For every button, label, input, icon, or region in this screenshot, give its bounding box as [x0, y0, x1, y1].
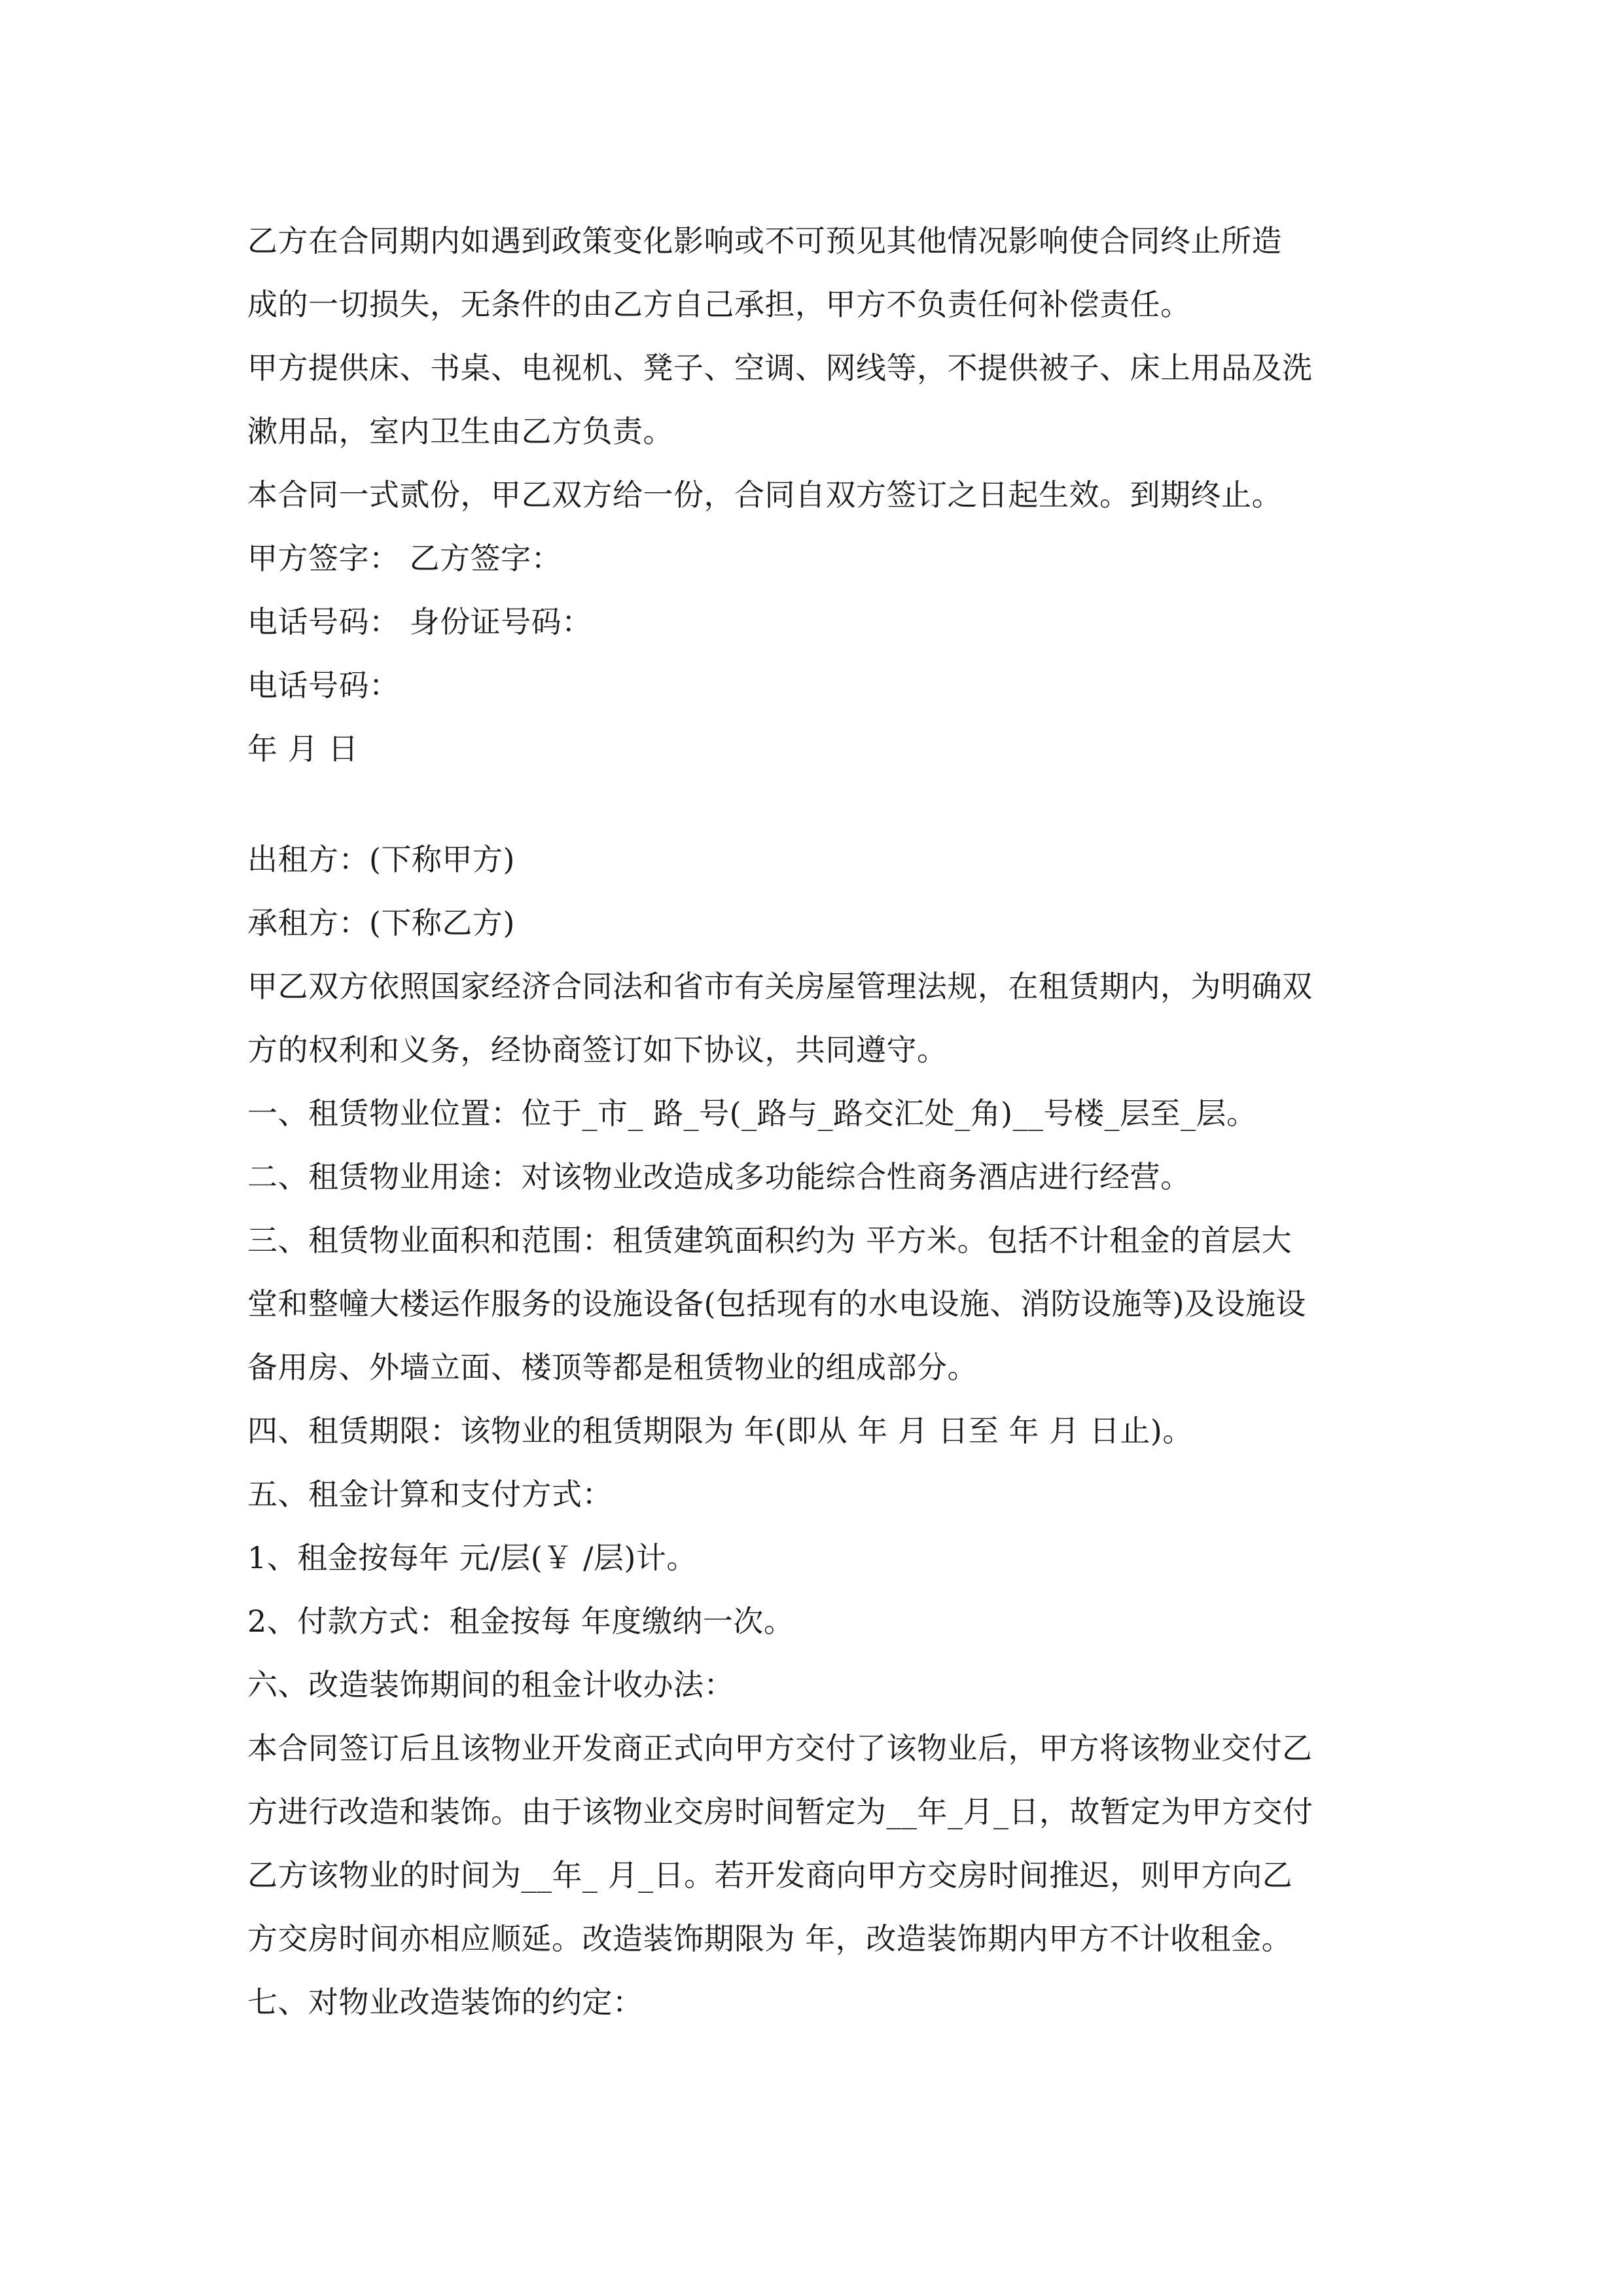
text-line: 乙方在合同期内如遇到政策变化影响或不可预见其他情况影响使合同终止所造 [247, 223, 1282, 259]
lease-agreement-section [247, 828, 1393, 2034]
text-line: 方的权利和义务，经协商签订如下协议，共同遵守。 [247, 1032, 948, 1067]
text-line: 成的一切损失，无条件的由乙方自己承担，甲方不负责任何补偿责任。 [247, 287, 1191, 322]
phone-line: 电话号码： [247, 668, 400, 703]
text-line: 堂和整幢大楼运作服务的设施设备(包括现有的水电设施、消防设施等)及设施设 [247, 1286, 1306, 1321]
text-line: 方交房时间亦相应顺延。改造装饰期限为 年，改造装饰期内甲方不计收租金。 [247, 1921, 1293, 1956]
text-line: 方进行改造和装饰。由于该物业交房时间暂定为__年_月_日，故暂定为甲方交付 [247, 1794, 1313, 1829]
clause-7-renovation: 七、对物业改造装饰的约定： [247, 1984, 643, 2020]
date-line: 年 月 日 [247, 731, 359, 766]
clause-1-location: 一、租赁物业位置：位于_市_ 路_号(_路与_路交汇处_角)__号楼_层至_层。 [247, 1096, 1257, 1131]
clause-4-term: 四、租赁期限：该物业的租赁期限为 年(即从 年 月 日至 年 月 日止)。 [247, 1413, 1193, 1448]
text-line: 甲乙双方依照国家经济合同法和省市有关房屋管理法规，在租赁期内，为明确双 [247, 969, 1313, 1004]
clause-5-item-1: 1、租金按每年 元/层(￥ /层)计。 [247, 1540, 697, 1575]
text-line: 本合同签订后且该物业开发商正式向甲方交付了该物业后，甲方将该物业交付乙 [247, 1731, 1313, 1766]
clause-6-renovation-rent: 六、改造装饰期间的租金计收办法： [247, 1667, 734, 1702]
text-line: 备用房、外墙立面、楼顶等都是租赁物业的组成部分。 [247, 1350, 978, 1385]
clause-3-area: 三、租赁物业面积和范围：租赁建筑面积约为 平方米。包括不计租金的首层大 [247, 1223, 1293, 1258]
text-line: 本合同一式贰份，甲乙双方给一份，合同自双方签订之日起生效。到期终止。 [247, 477, 1282, 512]
clause-5-item-2: 2、付款方式：租金按每 年度缴纳一次。 [247, 1604, 794, 1639]
signature-line: 甲方签字： 乙方签字： [247, 541, 562, 576]
contract-terms-section [247, 209, 1393, 781]
text-line: 漱用品，室内卫生由乙方负责。 [247, 414, 673, 449]
phone-id-line: 电话号码： 身份证号码： [247, 604, 592, 639]
lessor-line: 出租方：(下称甲方) [247, 842, 515, 877]
lessee-line: 承租方：(下称乙方) [247, 905, 515, 941]
clause-5-rent: 五、租金计算和支付方式： [247, 1477, 613, 1512]
text-line: 甲方提供床、书桌、电视机、凳子、空调、网线等，不提供被子、床上用品及洗 [247, 350, 1313, 386]
clause-2-use: 二、租赁物业用途：对该物业改造成多功能综合性商务酒店进行经营。 [247, 1159, 1191, 1194]
text-line: 乙方该物业的时间为__年_ 月_日。若开发商向甲方交房时间推迟，则甲方向乙 [247, 1857, 1293, 1893]
